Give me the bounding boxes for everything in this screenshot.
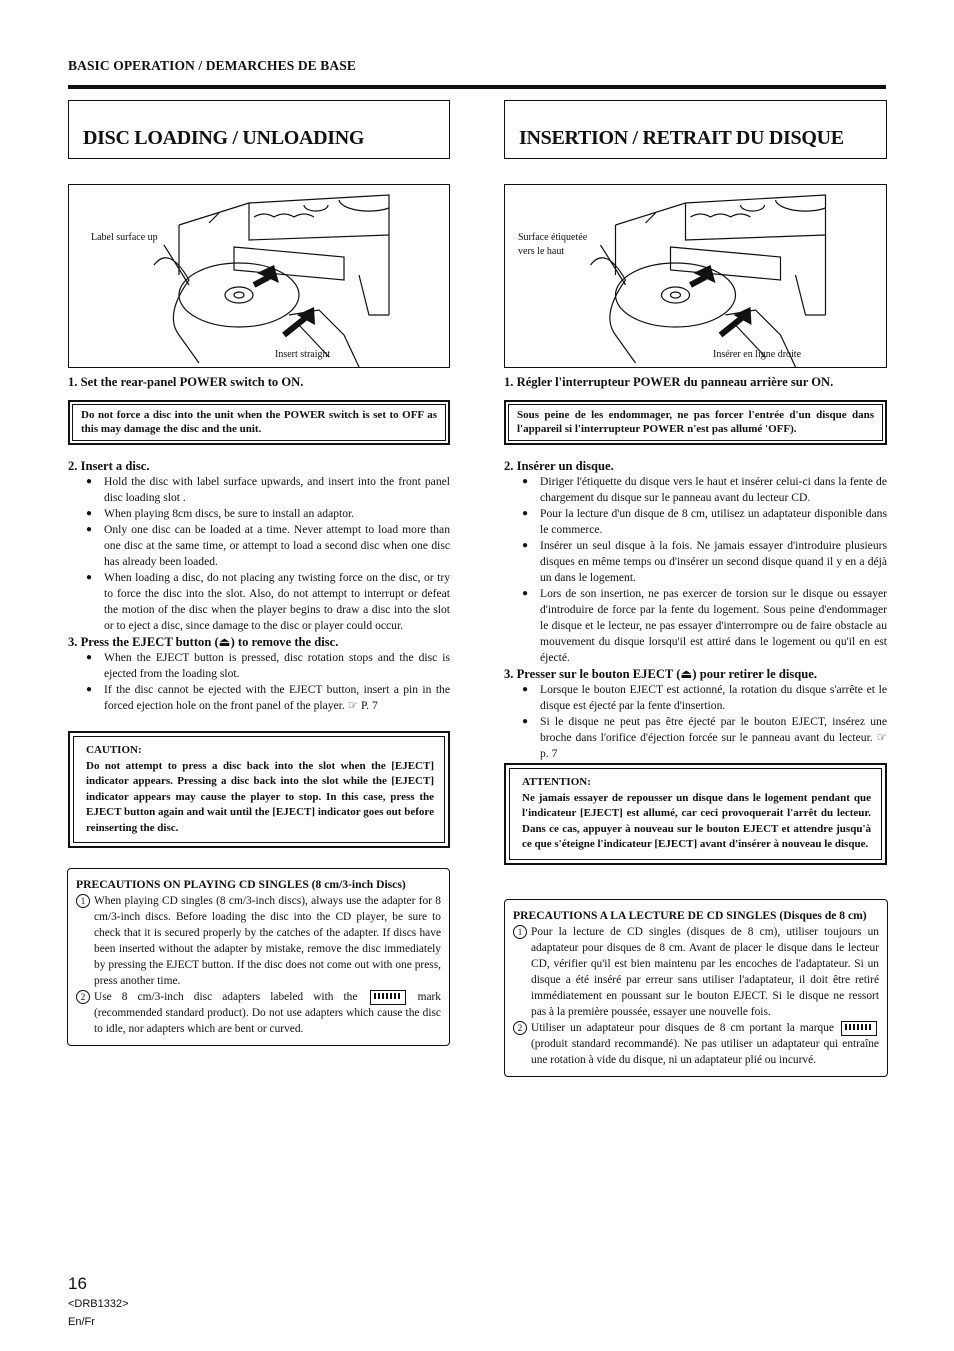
title-box-fr — [504, 100, 887, 159]
precautions-title: PRECAUTIONS A LA LECTURE DE CD SINGLES (Disques de 8 cm) — [513, 909, 867, 922]
label-line-1: Surface étiquetée — [518, 232, 588, 243]
precautions-list — [513, 924, 879, 1068]
label-insert-straight: Insert straight — [275, 349, 331, 360]
step-2-list — [504, 474, 887, 666]
illustration-en — [68, 184, 450, 368]
language-code: En/Fr — [68, 1316, 95, 1328]
caution-box-en — [68, 731, 450, 848]
list-item: ● When loading a disc, do not placing any twisting force on the disc, or try to force the disc into the slot. Also, do not attempt to interrupt or defeat the motion of the disc when the player begins to draw a disc into the slot or to eject a disc, since damage to the disc or player could occur. — [68, 570, 450, 634]
caution-title: CAUTION: — [86, 744, 142, 756]
warning-box — [504, 400, 887, 445]
step-3: 3. Press the EJECT button (⏏) to remove the disc. — [68, 635, 339, 649]
warning-text: Do not force a disc into the unit when the POWER switch is set to OFF as this may damage the disc and the unit. — [72, 404, 446, 441]
caution-text: Do not attempt to press a disc back into the slot when the [EJECT] indicator appears. Pressing a disc back into the slot while the [EJECT] indicator appears may cause the player to stop. In this case, press the EJECT button again and wait until the [EJECT] indicator goes out before reinserting the disc. — [86, 759, 434, 834]
precaution-1: Pour la lecture de CD singles (disques de 8 cm), utiliser toujours un adaptateur pour disques de 8 cm. Avant de placer le disque dans le lecteur CD, vérifier qu'il est bien maintenu par les encoches de l'adaptateur. Si un disque a été inséré par erreur sans utiliser l'adaptateur, il doit être retiré immédiatement en poussant sur le bouton EJECT. Si le disque ne ressort pas à la première poussée, essayer une nouvelle fois. — [531, 926, 879, 1018]
page-title-fr: INSERTION / RETRAIT DU DISQUE — [519, 127, 844, 149]
list-item: ● Diriger l'étiquette du disque vers le haut et insérer celui-ci dans la fente de chargement du disque sur le panneau avant du lecteur CD. — [504, 474, 887, 506]
step-3-list — [68, 650, 450, 714]
list-item: 2 Use 8 cm/3-inch disc adapters labeled with the mark (recommended standard product). Do not use adapters which cause the disc to idle, nor adapters which are bent or curved. — [76, 989, 441, 1037]
step-2: 2. Insert a disc. — [68, 459, 150, 473]
section-header: BASIC OPERATION / DEMARCHES DE BASE — [68, 58, 356, 73]
precautions-box-fr — [504, 899, 888, 1077]
list-item: ● Si le disque ne peut pas être éjecté par le bouton EJECT, insérez une broche dans l'orifice d'éjection forcée sur le panneau avant du lecteur. ☞ p. 7 — [504, 714, 887, 762]
disc-loading-illustration — [69, 185, 449, 367]
list-item: 1 Pour la lecture de CD singles (disques de 8 cm), utiliser toujours un adaptateur pour disques de 8 cm. Avant de placer le disque dans le lecteur CD, vérifier qu'il est bien maintenu par les encoches de l'adaptateur. Si un disque a été inséré par erreur sans utiliser l'adaptateur, il doit être retiré immédiatement en poussant sur le bouton EJECT. Si le disque ne ressort pas à la première poussée, essayer une nouvelle fois. — [513, 924, 879, 1020]
list-item: ● Lorsque le bouton EJECT est actionné, la rotation du disque s'arrête et le disque est éjecté par la fente d'insertion. — [504, 682, 887, 714]
caution-box-fr — [504, 763, 887, 865]
precautions-title: PRECAUTIONS ON PLAYING CD SINGLES (8 cm/3-inch Discs) — [76, 878, 406, 891]
list-item: 1 When playing CD singles (8 cm/3-inch discs), always use the adapter for 8 cm/3-inch discs. Before loading the disc into the CD player, be sure to check that it is secured properly by the catches of the adapter. If discs have been inserted without the adapter by mistake, remove the disc immediately by pressing the EJECT button. If the disc does not come out with one press, press another time. — [76, 893, 441, 989]
caution-title: ATTENTION: — [522, 776, 591, 788]
step-2-list — [68, 474, 450, 634]
precaution-2a: Use 8 cm/3-inch disc adapters labeled with the — [94, 991, 358, 1003]
label-line-2: vers le haut — [518, 246, 565, 257]
document-code: <DRB1332> — [68, 1298, 129, 1310]
warning-text: Sous peine de les endommager, ne pas forcer l'entrée d'un disque dans l'appareil si l'interrupteur POWER n'est pas allumé 'OFF). — [508, 404, 883, 441]
disc-loading-illustration — [505, 185, 886, 367]
page-number: 16 — [68, 1274, 87, 1293]
header-rule — [68, 85, 886, 89]
step-3: 3. Presser sur le bouton EJECT (⏏) pour retirer le disque. — [504, 667, 817, 681]
label-inserer-droite: Insérer en ligne droite — [713, 349, 802, 360]
label-surface-up: Label surface up — [91, 232, 158, 243]
list-item: ● Insérer un seul disque à la fois. Ne jamais essayer d'introduire plusieurs disques en même temps ou d'insérer un second disque quand il y en a déjà un dans le logement. — [504, 538, 887, 586]
compact-disc-logo-icon — [841, 1021, 877, 1036]
step-1: 1. Set the rear-panel POWER switch to ON. — [68, 375, 304, 389]
step-2: 2. Insérer un disque. — [504, 459, 614, 473]
list-item: ● Lors de son insertion, ne pas exercer de torsion sur le disque ou essayer d'introduire de force par la fente du logement. Sous peine d'endommager le disque et le lecteur, ne pas essayer d'interrompre ou de faire obstacle au mouvement du disque lorsqu'il est attiré dans le logement ou qu'il en est éjecté. — [504, 586, 887, 666]
caution-text: Ne jamais essayer de repousser un disque dans le logement pendant que l'indicateur [EJECT] est allumé, car ceci provoquerait l'arrêt du lecteur. Dans ce cas, appuyer à nouveau sur le bouton EJECT et attendre jusqu'à ce que s'éteigne l'indicateur [EJECT] avant d'insérer à nouveau le disque. — [522, 791, 871, 850]
compact-disc-logo-icon — [370, 990, 406, 1005]
column-fr — [504, 374, 887, 762]
precautions-list — [76, 893, 441, 1037]
precaution-1: When playing CD singles (8 cm/3-inch discs), always use the adapter for 8 cm/3-inch discs. Before loading the disc into the CD player, be sure to check that it is secured properly by the catches of the adapter. If discs have been inserted without the adapter by mistake, remove the disc immediately by pressing the EJECT button. If the disc does not come out with one press, press another time. — [94, 895, 441, 987]
illustration-fr — [504, 184, 887, 368]
precaution-2b: (produit standard recommandé). Ne pas utiliser un adaptateur qui entraîne une rotation à vide du disque, ni un adaptateur plié ou incurvé. — [531, 1038, 879, 1066]
precaution-2b: mark (recommended standard product). Do not use adapters which cause the disc to idle, nor adapters which are bent or curved. — [94, 991, 441, 1035]
list-item: 2 Utiliser un adaptateur pour disques de 8 cm portant la marque (produit standard recommandé). Ne pas utiliser un adaptateur qui entraîne une rotation à vide du disque, ni un adaptateur plié ou incurvé. — [513, 1020, 879, 1068]
list-item: ● Pour la lecture d'un disque de 8 cm, utilisez un adaptateur disponible dans le commerce. — [504, 506, 887, 538]
list-item: ● If the disc cannot be ejected with the EJECT button, insert a pin in the forced ejection hole on the front panel of the player. ☞ P. 7 — [68, 682, 450, 714]
list-item: ● Only one disc can be loaded at a time. Never attempt to load more than one disc at the same time, or attempt to load a second disc when one disc has already been loaded. — [68, 522, 450, 570]
precaution-2a: Utiliser un adaptateur pour disques de 8 cm portant la marque — [531, 1022, 834, 1034]
list-item: ● When playing 8cm discs, be sure to install an adaptor. — [68, 506, 450, 522]
page-title-en: DISC LOADING / UNLOADING — [83, 127, 365, 149]
list-item: ● When the EJECT button is pressed, disc rotation stops and the disc is ejected from the loading slot. — [68, 650, 450, 682]
precautions-box-en — [67, 868, 450, 1046]
step-3-list — [504, 682, 887, 762]
column-en — [68, 374, 450, 714]
label-surface-etiquetee — [518, 231, 587, 259]
warning-box — [68, 400, 450, 445]
title-box-en — [68, 100, 450, 159]
step-1: 1. Régler l'interrupteur POWER du panneau arrière sur ON. — [504, 375, 834, 389]
list-item: ● Hold the disc with label surface upwards, and insert into the front panel disc loading slot . — [68, 474, 450, 506]
